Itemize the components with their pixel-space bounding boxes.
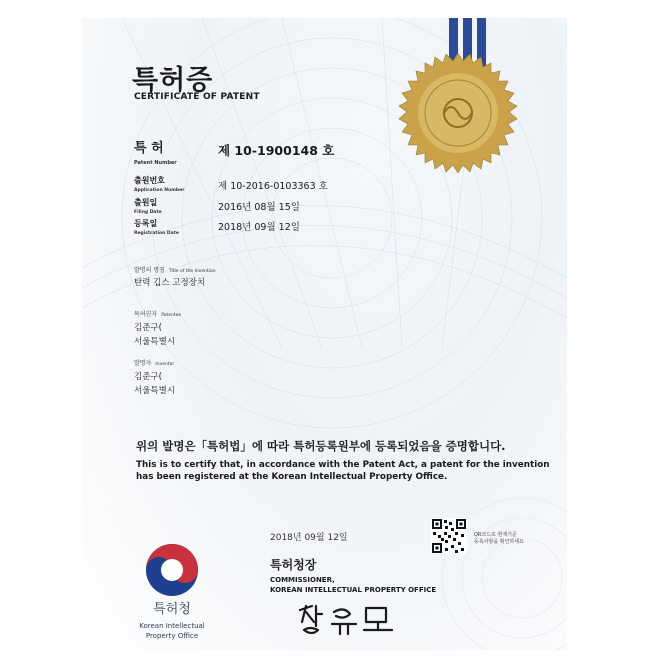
patentee-label: 특허권자 Patentee bbox=[134, 311, 182, 318]
inventor-name: 김준구( bbox=[134, 372, 162, 382]
patentee-address: 서울특별시 bbox=[134, 337, 176, 347]
application-number-label: 출원번호 Application Number bbox=[134, 176, 185, 193]
application-number-value: 제 10-2016-0103363 호 bbox=[218, 181, 328, 192]
certification-statement-english: This is to certify that, in accordance with the Patent Act, a patent for the invention has been registered at the Korean Intellectual Property Office. bbox=[136, 460, 550, 482]
gold-seal-icon bbox=[398, 53, 518, 173]
filing-date-label: 출원일 Filing Date bbox=[134, 198, 162, 215]
invention-title-label: 발명의 명칭 Title of the Invention bbox=[134, 267, 216, 274]
kipo-logo-icon bbox=[142, 540, 202, 600]
issue-date: 2018년 09월 12일 bbox=[270, 533, 348, 543]
filing-date-value: 2016년 08월 15일 bbox=[218, 202, 300, 213]
certificate bbox=[82, 18, 567, 650]
commissioner-office-english: KOREAN INTELLECTUAL PROPERTY OFFICE bbox=[270, 586, 437, 594]
invention-title-value: 탄력 깁스 고정장치 bbox=[134, 278, 206, 288]
registration-date-value: 2018년 09월 12일 bbox=[218, 222, 300, 233]
qr-note: QR코드로 현재기준 등록사항을 확인하세요 bbox=[474, 532, 524, 545]
qr-code-icon[interactable] bbox=[431, 518, 467, 554]
inventor-label: 발명자 Inventor bbox=[134, 360, 175, 367]
office-name-english: Korean Intellectual Property Office bbox=[139, 622, 205, 640]
commissioner-title-korean: 특허청장 bbox=[270, 558, 317, 572]
certificate-title-english: CERTIFICATE OF PATENT bbox=[134, 92, 260, 102]
office-name-korean: 특허청 bbox=[153, 602, 191, 617]
commissioner-title-english: COMMISSIONER, bbox=[270, 576, 335, 584]
certification-statement-korean: 위의 발명은「특허법」에 따라 특허등록원부에 등록되었음을 증명합니다. bbox=[136, 439, 506, 453]
commissioner-signature bbox=[294, 600, 404, 642]
patent-number-value: 제 10-1900148 호 bbox=[218, 143, 335, 158]
inventor-address: 서울특별시 bbox=[134, 386, 176, 396]
registration-date-label: 등록일 Registration Date bbox=[134, 219, 179, 236]
certificate-title: 특허증 bbox=[132, 65, 214, 96]
patent-number-label: 특 허 Patent Number bbox=[134, 141, 177, 166]
patentee-name: 김준구( bbox=[134, 323, 162, 333]
